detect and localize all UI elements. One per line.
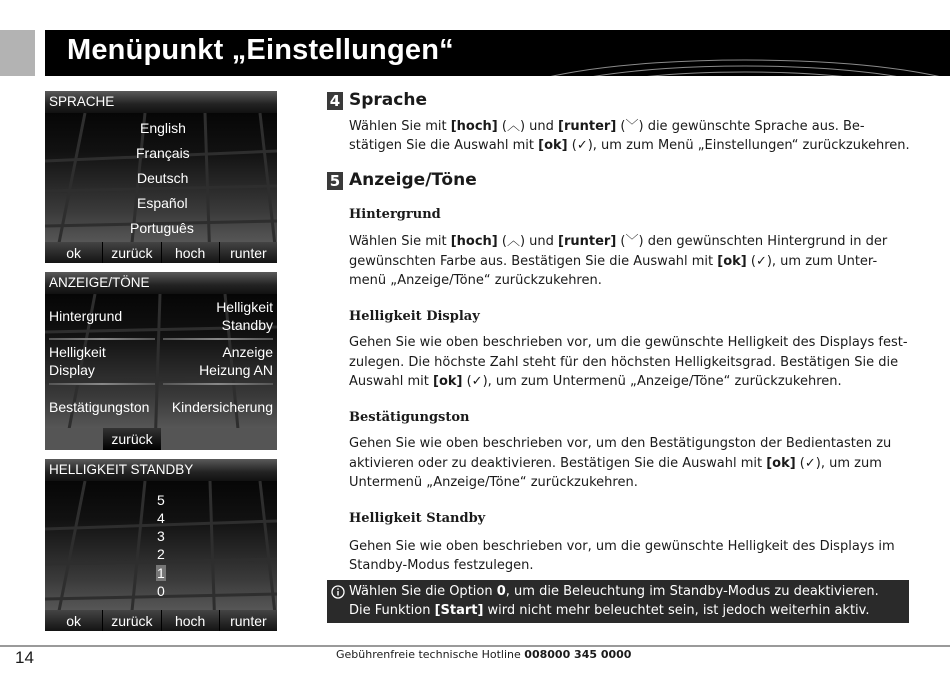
paragraph-line: Auswahl mit [ok] (✓), um zum Untermenü „Anzeige/Töne“ zurückzukehren. — [349, 374, 842, 389]
divider — [49, 383, 155, 385]
softkey-empty — [45, 428, 103, 450]
softkey-down[interactable]: runter — [230, 613, 267, 629]
section-number: 4 — [327, 92, 343, 110]
screen-title: HELLIGKEIT STANDBY — [45, 459, 277, 481]
screen-helligkeit-standby — [45, 459, 277, 631]
paragraph-line: Wählen Sie mit [hoch] (︿) und [runter] (﹀) den gewünschten Hintergrund in der — [349, 234, 888, 249]
hotline-number: 008000 345 0000 — [524, 648, 632, 661]
language-option[interactable]: Español — [137, 195, 188, 211]
level-option[interactable]: 4 — [157, 510, 165, 526]
paragraph-line: Gehen Sie wie oben beschrieben vor, um die gewünschte Helligkeit des Displays im — [349, 539, 895, 554]
menu-kindersicherung[interactable]: Kindersicherung — [171, 399, 273, 415]
menu-bestaetigungston[interactable]: Bestätigungston — [49, 399, 150, 415]
info-icon — [331, 585, 345, 599]
subsection-title: Hintergrund — [349, 207, 441, 222]
level-option-selected[interactable]: 1 — [157, 565, 165, 581]
menu-hintergrund[interactable]: Hintergrund — [49, 308, 123, 324]
softkey-back[interactable]: zurück — [103, 428, 161, 450]
hotline — [336, 648, 631, 661]
header-bar — [45, 30, 950, 76]
section-number: 5 — [327, 172, 343, 190]
softkey-bar — [45, 242, 277, 263]
paragraph-line: Untermenü „Anzeige/Töne“ zurückzukehren. — [349, 475, 638, 490]
divider — [163, 383, 273, 385]
info-line: Die Funktion [Start] wird nicht mehr beleuchtet sein, ist jedoch weiterhin aktiv. — [349, 603, 870, 618]
paragraph-line: aktivieren oder zu deaktivieren. Bestätigen Sie die Auswahl mit [ok] (✓), um zum — [349, 456, 882, 471]
level-option[interactable]: 3 — [157, 528, 165, 544]
softkey-back[interactable]: zurück — [103, 242, 161, 263]
page-title: Menüpunkt „Einstellungen“ — [67, 34, 454, 66]
softkey-ok[interactable]: ok — [45, 610, 103, 631]
menu-helligkeit-display-line1[interactable]: Helligkeit — [49, 344, 106, 360]
level-option[interactable]: 5 — [157, 492, 165, 508]
level-option[interactable]: 0 — [157, 583, 165, 599]
softkey-up[interactable]: hoch — [162, 242, 220, 263]
softkey-back[interactable]: zurück — [103, 610, 161, 631]
paragraph-line: zulegen. Die höchste Zahl steht für den höchsten Helligkeitsgrad. Bestätigen Sie die — [349, 355, 899, 370]
menu-helligkeit-standby-line1[interactable]: Helligkeit — [216, 299, 273, 315]
info-box — [327, 580, 909, 623]
language-option[interactable]: Português — [130, 220, 194, 236]
screen-title: ANZEIGE/TÖNE — [45, 272, 277, 294]
subsection-title: Helligkeit Display — [349, 309, 480, 324]
softkey-down[interactable]: runter — [230, 245, 267, 261]
screen-title: SPRACHE — [45, 91, 277, 113]
hotline-label: Gebührenfreie technische Hotline — [336, 648, 521, 661]
divider — [163, 338, 273, 340]
section-title: Anzeige/Töne — [349, 170, 477, 190]
section-title: Sprache — [349, 90, 427, 110]
page-number: 14 — [15, 648, 34, 667]
header-tab — [0, 30, 35, 76]
language-option[interactable]: Français — [136, 145, 190, 161]
divider — [49, 338, 155, 340]
footer-divider — [0, 645, 950, 647]
paragraph-line: stätigen Sie die Auswahl mit [ok] (✓), um zum Menü „Einstellungen“ zurückzukehren. — [349, 138, 910, 153]
subsection-title: Bestätigungston — [349, 410, 470, 425]
info-line: Wählen Sie die Option 0, um die Beleuchtung im Standby-Modus zu deaktivieren. — [349, 584, 879, 599]
softkey-empty — [161, 428, 277, 450]
menu-anzeige-heizung-line1[interactable]: Anzeige — [222, 344, 273, 360]
softkey-bar — [45, 428, 277, 450]
paragraph-line: menü „Anzeige/Töne“ zurückzukehren. — [349, 273, 602, 288]
softkey-ok[interactable]: ok — [45, 242, 103, 263]
paragraph-line: Gehen Sie wie oben beschrieben vor, um die gewünschte Helligkeit des Displays fest- — [349, 335, 908, 350]
tile-background — [45, 459, 277, 631]
level-option[interactable]: 2 — [157, 546, 165, 562]
menu-helligkeit-standby-line2[interactable]: Standby — [221, 317, 273, 333]
language-option[interactable]: Deutsch — [137, 170, 189, 186]
menu-anzeige-heizung-line2[interactable]: Heizung AN — [199, 362, 273, 378]
language-option[interactable]: English — [140, 120, 186, 136]
paragraph-line: Standby-Modus festzulegen. — [349, 558, 534, 573]
screen-anzeige — [45, 272, 277, 450]
menu-helligkeit-display-line2[interactable]: Display — [49, 362, 95, 378]
softkey-bar — [45, 610, 277, 631]
softkey-up[interactable]: hoch — [162, 610, 220, 631]
paragraph-line: Wählen Sie mit [hoch] (︿) und [runter] (﹀) die gewünschte Sprache aus. Be- — [349, 119, 865, 134]
screen-sprache — [45, 91, 277, 263]
paragraph-line: Gehen Sie wie oben beschrieben vor, um den Bestätigungston der Bedientasten zu — [349, 436, 892, 451]
paragraph-line: gewünschten Farbe aus. Bestätigen Sie die Auswahl mit [ok] (✓), um zum Unter- — [349, 254, 878, 269]
subsection-title: Helligkeit Standby — [349, 511, 486, 526]
